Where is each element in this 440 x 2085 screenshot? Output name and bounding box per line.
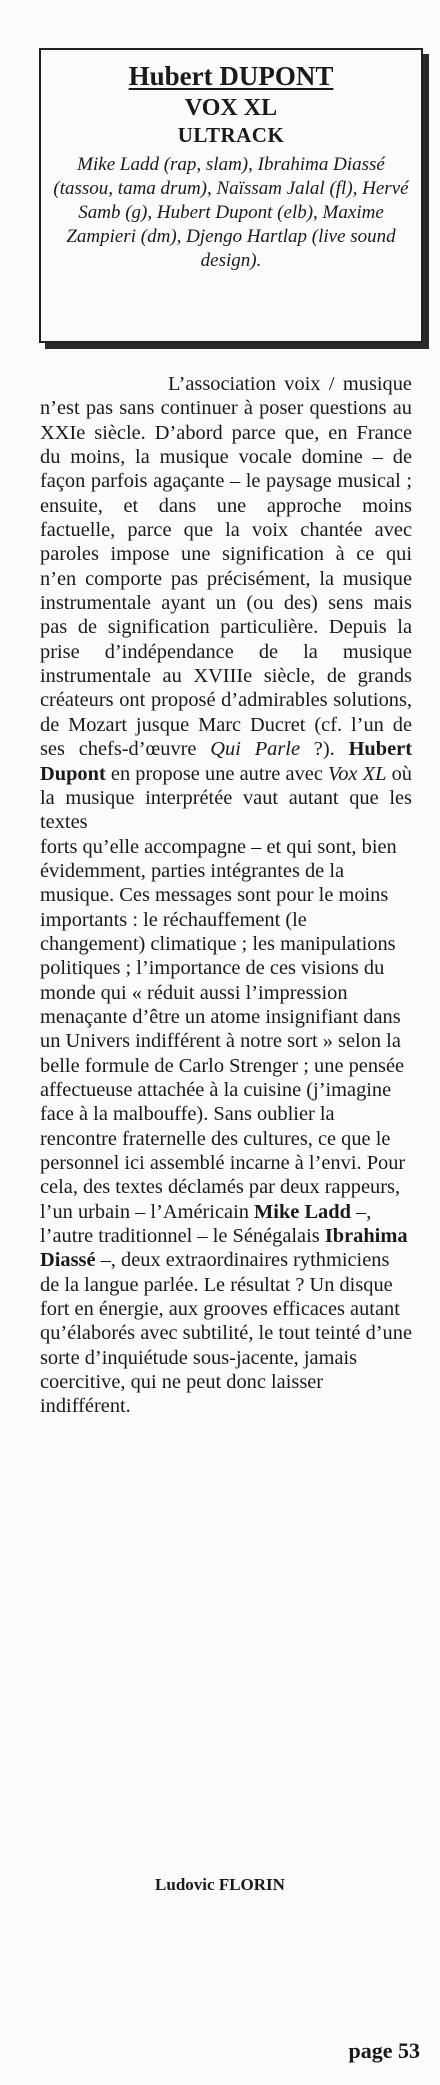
musician-name: Hubert Dupont	[40, 738, 412, 785]
musician-name: Mike Ladd	[254, 1200, 351, 1223]
personnel-list: Mike Ladd (rap, slam), Ibrahima Diassé (tassou, tama drum), Naïssam Jalal (fl), Hervé Samb (g), Hubert Dupont (elb), Maxime Zampieri (dm), Djengo Hartlap (live sound design).	[53, 154, 409, 271]
album-reference: Qui Parle	[210, 738, 300, 761]
review-body	[40, 372, 412, 1419]
text-run: forts qu’elle accompagne – et qui sont, bien évidemment, parties intégrantes de la musique. Ces messages sont pour le moins importants : le réchauffement (le changement) climatique ; les manipulations politiques ; l’importance de ces visions du monde qui « réduit aussi l’impression menaçante d’être un atome insignifiant dans un Univers indifférent à notre sort » selon la belle formule de Carlo Strenger ; une pensée affectueuse attachée à la cuisine (j’imagine face à la malbouffe). Sans oublier la rencontre fraternelle des cultures, ce que le personnel ici assemblé incarne à l’envi. Pour cela, des textes déclamés par deux rappeurs, l’un urbain – l’Américain	[40, 835, 406, 1223]
paragraph-2	[40, 835, 412, 1419]
text-run: –, deux extraordinaires rythmiciens de la langue parlée. Le résultat ? Un disque fort en énergie, aux grooves efficaces autant qu’élaborés avec subtilité, le tout teinté d’une sorte d’inquiétude sous-jacente, jamais coercitive, qui ne peut donc laisser indifférent.	[40, 1249, 412, 1418]
text-run: où la musique interprétée vaut autant que les textes	[40, 762, 412, 834]
text-run: –, l’autre traditionnel – le Sénégalais	[40, 1200, 372, 1248]
musician-name: Ibrahima Diassé	[40, 1225, 408, 1272]
artist-name: Hubert DUPONT	[128, 61, 334, 91]
album-title: VOX XL	[184, 95, 278, 121]
text-run: L’association voix / musique n’est pas sans continuer à poser questions au XXIe siècle. D’abord parce que, en France du moins, la musique vocale domine – de façon parfois agaçante – le paysage musical ; ensuite, et dans une approche moins factuelle, parce que la voix chantée avec paroles impose une signification à ce qui n’en comporte pas précisément, la musique instrumentale ayant un (ou des) sens mais pas de signification particulière. Depuis la prise d’indépendance de la musique instrumentale au XVIIIe siècle, de grands créateurs ont proposé d’admirables solutions, de Mozart jusque Marc Ducret (cf. l’un de ses chefs-d’œuvre	[40, 373, 412, 761]
text-run: en propose une autre avec	[105, 762, 329, 785]
album-reference: Vox XL	[328, 762, 387, 785]
review-header-box	[39, 48, 423, 343]
page-number: page 53	[348, 2038, 420, 2063]
paragraph-1	[40, 372, 412, 835]
author-byline: Ludovic FLORIN	[155, 1875, 285, 1894]
text-run: ?).	[300, 738, 349, 761]
record-label: ULTRACK	[177, 123, 285, 147]
